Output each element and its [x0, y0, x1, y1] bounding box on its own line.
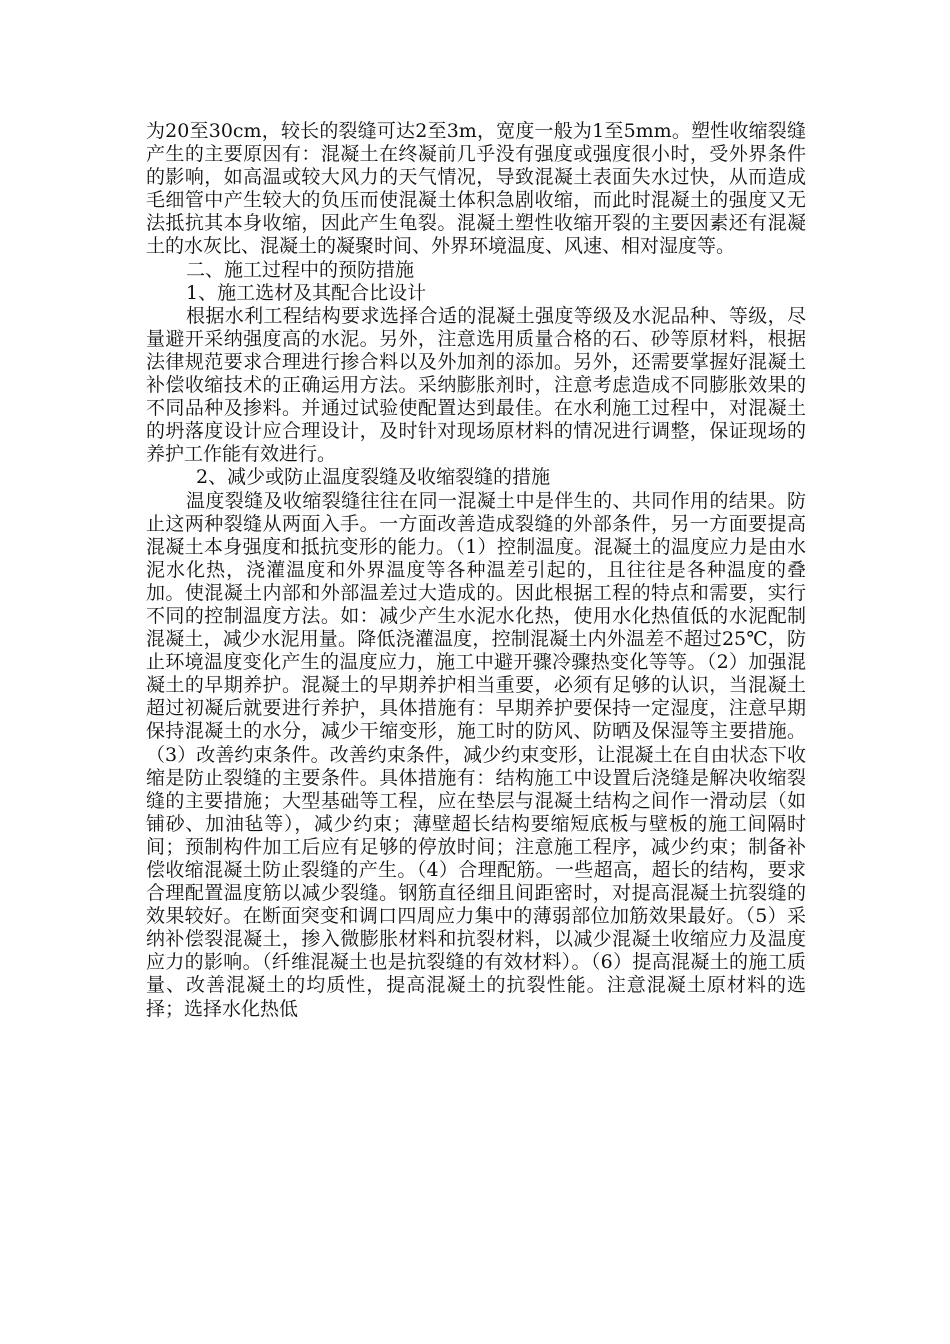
paragraph: 根据水利工程结构要求选择合适的混凝土强度等级及水泥品种、等级，尽量避开采纳强度高的水泥。另外，注意选用质量合格的石、砂等原材料，根据法律规范要求合理进行掺合料以及外加剂的添加。另外，还需要掌握好混凝土补偿收缩技术的正确运用方法。采纳膨胀剂时，注意考虑造成不同膨胀效果的不同品种及掺料。并通过试验使配置达到最佳。在水利施工过程中，对混凝土的坍落度设计应合理设计，及时针对现场原材料的情况进行调整，保证现场的养护工作能有效进行。: [146, 304, 806, 466]
subsection-heading: 1、施工选材及其配合比设计: [186, 281, 427, 304]
document-body: [146, 120, 806, 1021]
paragraph-continued: 为20至30cm，较长的裂缝可达2至3m，宽度一般为1至5mm。塑性收缩裂缝产生的主要原因有：混凝土在终凝前几乎没有强度或强度很小时，受外界条件的影响，如高温或较大风力的天气情况，导致混凝土表面失水过快，从而造成毛细管中产生较大的负压而使混凝土体积急剧收缩，而此时混凝土的强度又无法抵抗其本身收缩，因此产生龟裂。混凝土塑性收缩开裂的主要因素还有混凝土的水灰比、混凝土的凝聚时间、外界环境温度、风速、相对湿度等。: [146, 120, 806, 258]
section-heading: 二、施工过程中的预防措施: [186, 258, 415, 281]
paragraph: 温度裂缝及收缩裂缝往往在同一混凝土中是伴生的、共同作用的结果。防止这两种裂缝从两面入手。一方面改善造成裂缝的外部条件，另一方面要提高混凝土本身强度和抵抗变形的能力。（1）控制温度。混凝土的温度应力是由水泥水化热，浇灌温度和外界温度等各种温差引起的，且往往是各种温度的叠加。使混凝土内部和外部温差过大造成的。因此根据工程的特点和需要，实行不同的控制温度方法。如：减少产生水泥水化热，使用水化热值低的水泥配制混凝土，减少水泥用量。降低浇灌温度，控制混凝土内外温差不超过25℃，防止环境温度变化产生的温度应力，施工中避开骤冷骤热变化等等。（2）加强混凝土的早期养护。混凝土的早期养护相当重要，必须有足够的认识，当混凝土超过初凝后就要进行养护，具体措施有：早期养护要保持一定湿度，注意早期保持混凝土的水分，减少干缩变形，施工时的防风、防晒及保湿等主要措施。（3）改善约束条件。改善约束条件，减少约束变形，让混凝土在自由状态下收缩是防止裂缝的主要条件。具体措施有：结构施工中设置后浇缝是解决收缩裂缝的主要措施；大型基础等工程，应在垫层与混凝土结构之间作一滑动层（如铺砂、加油毡等），减少约束；薄壁超长结构要缩短底板与壁板的施工间隔时间；预制构件加工后应有足够的停放时间；注意施工程序，减少约束；制备补偿收缩混凝土防止裂缝的产生。（4）合理配筋。一些超高，超长的结构，要求合理配置温度筋以减少裂缝。钢筋直径细且间距密时，对提高混凝土抗裂缝的效果较好。在断面突变和调口四周应力集中的薄弱部位加筋效果最好。（5）采纳补偿裂混凝土，掺入微膨胀材料和抗裂材料，以减少混凝土收缩应力及温度应力的影响。（纤维混凝土也是抗裂缝的有效材料）。（6）提高混凝土的施工质量、改善混凝土的均质性，提高混凝土的抗裂性能。注意混凝土原材料的选择；选择水化热低: [146, 489, 806, 1020]
subsection-heading: 2、减少或防止温度裂缝及收缩裂缝的措施: [196, 466, 551, 489]
